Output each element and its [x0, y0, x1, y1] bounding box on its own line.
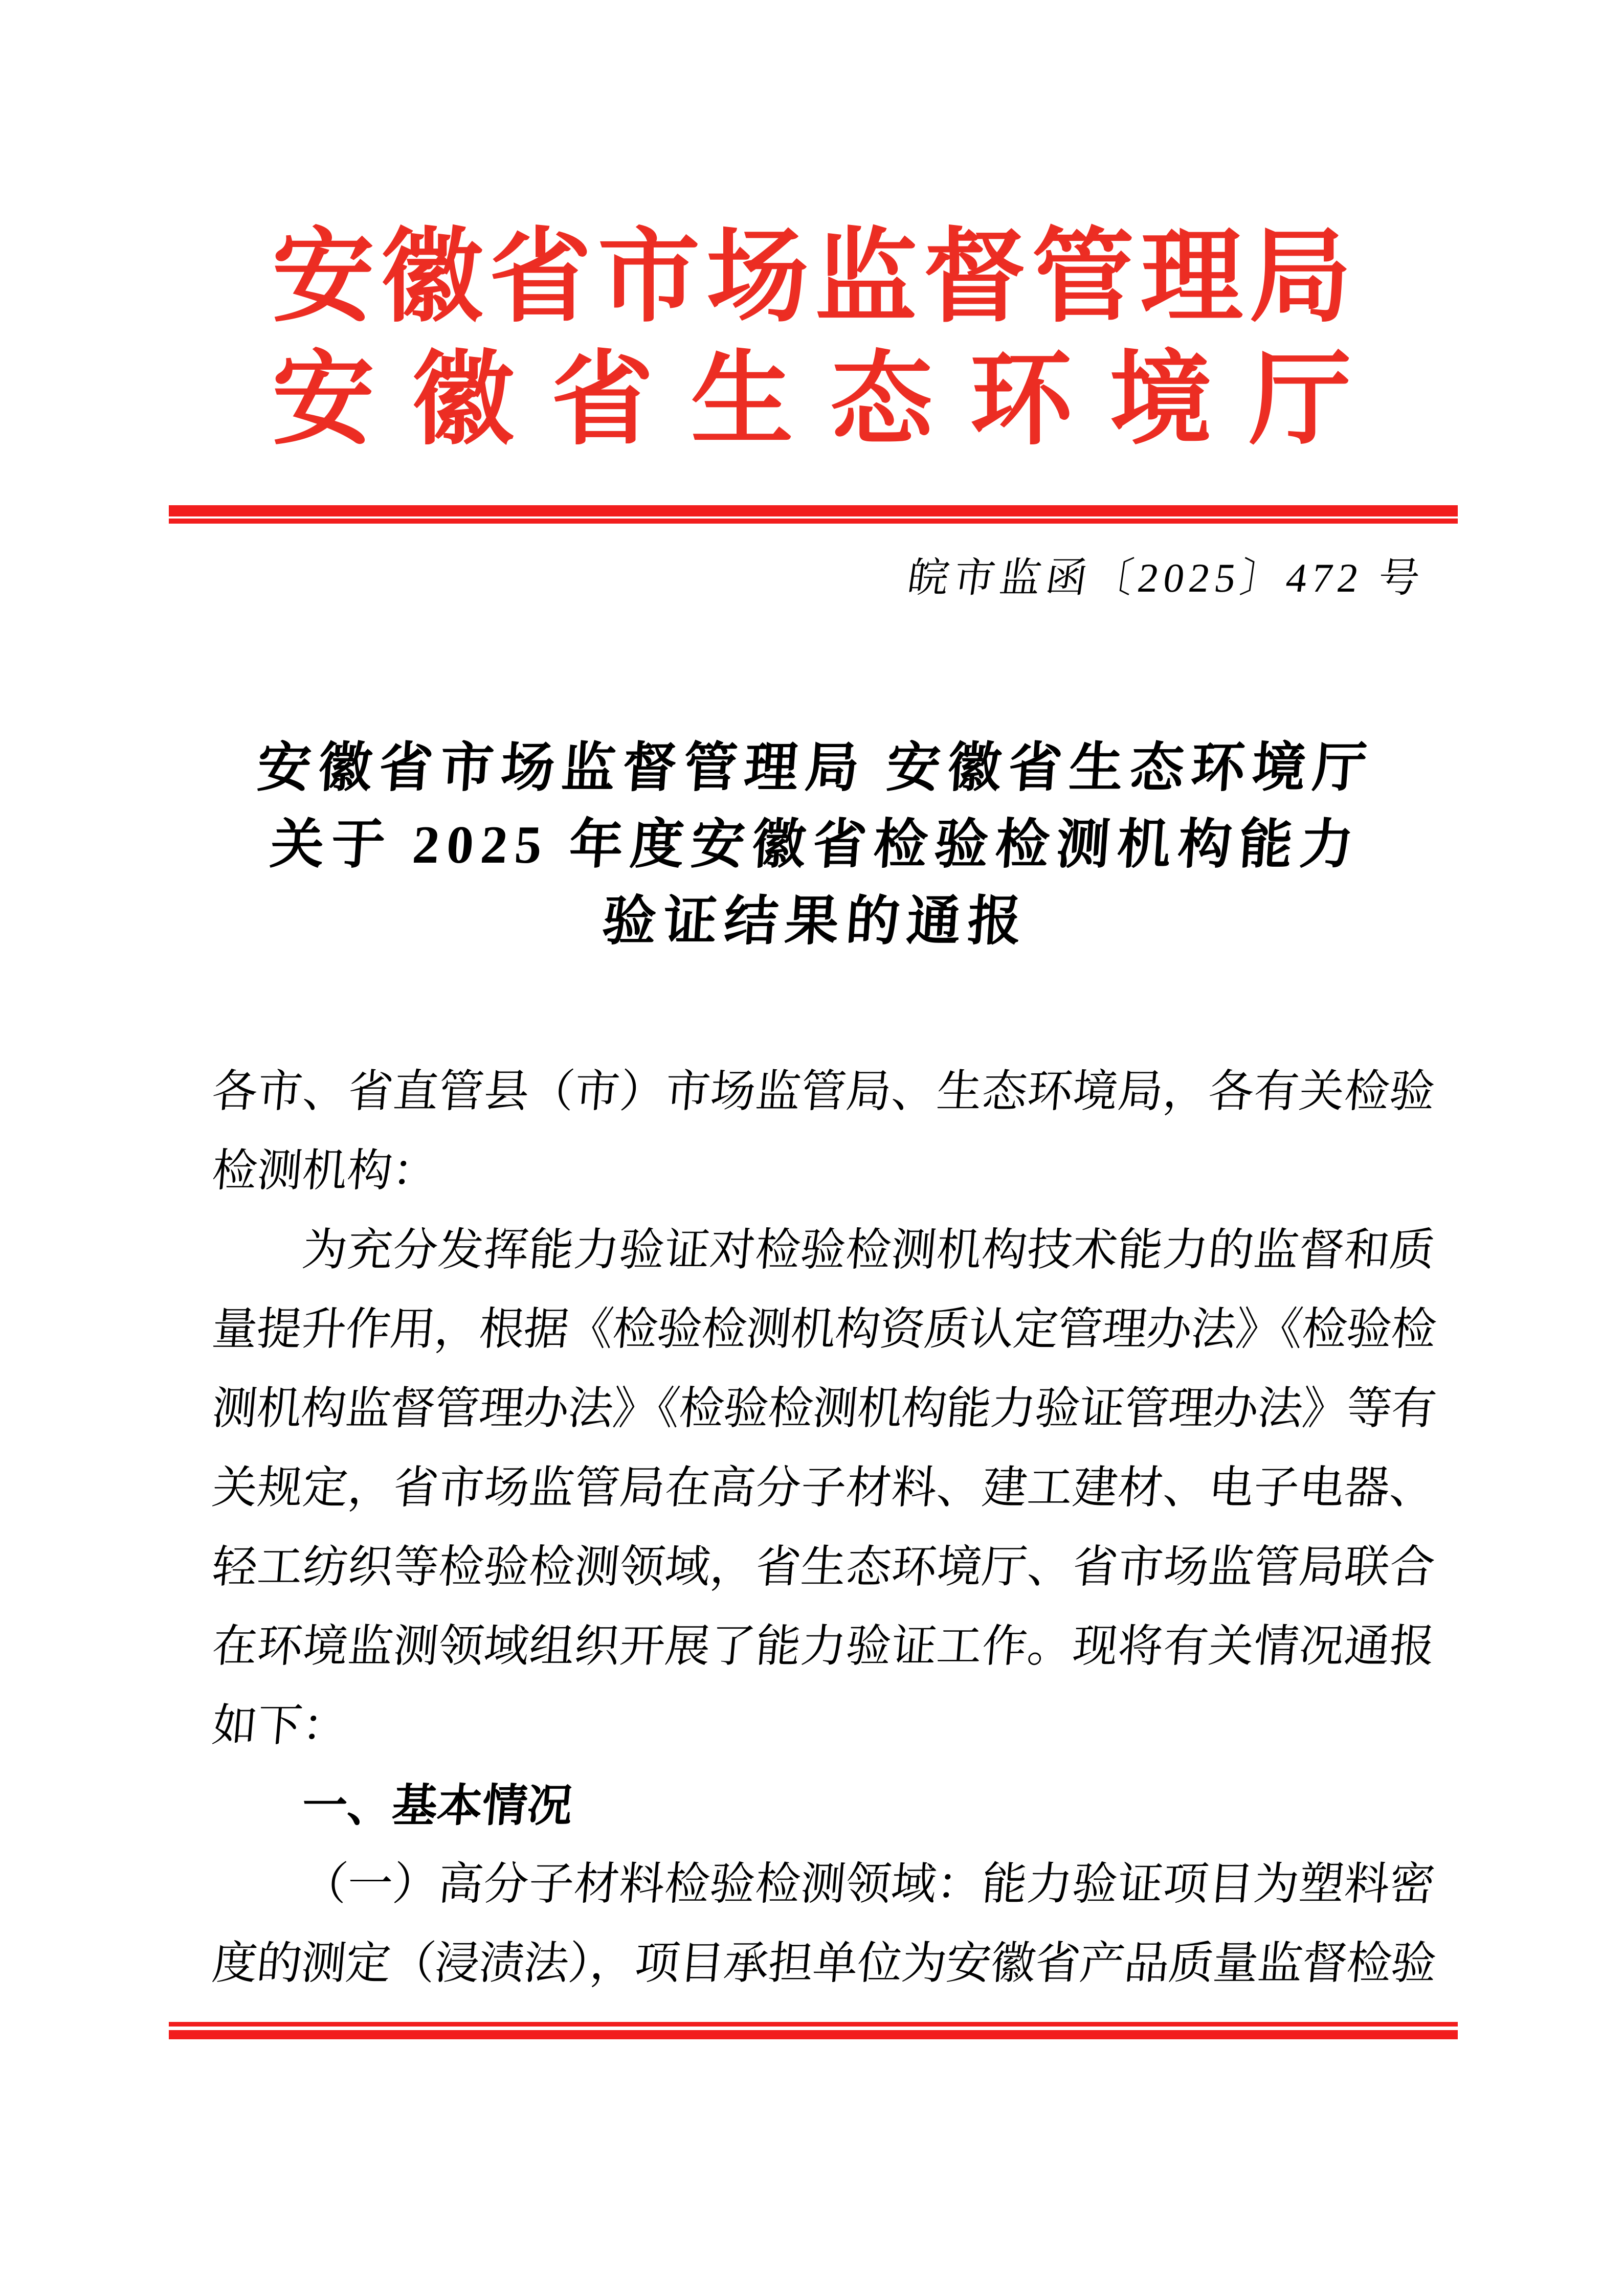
body-paragraph-line: 测机构监督管理办法》《检验检测机构能力验证管理办法》等有 — [210, 1384, 1437, 1434]
salutation-line-end: 检测机构： — [210, 1146, 440, 1196]
header-rule-thin — [169, 519, 1458, 524]
body-paragraph-line: 量提升作用，根据《检验检测机构资质认定管理办法》《检验检 — [210, 1305, 1437, 1355]
footer-rule-thick — [169, 2030, 1458, 2039]
subsection-line: （一）高分子材料检验检测领域：能力验证项目为塑料密 — [300, 1860, 1437, 1909]
title-line-3: 验证结果的通报 — [600, 891, 1031, 951]
body-paragraph-line: 为充分发挥能力验证对检验检测机构技术能力的监督和质 — [300, 1226, 1437, 1275]
document-title — [0, 730, 1624, 960]
body-paragraph-line: 在环境监测领域组织开展了能力验证工作。现将有关情况通报 — [210, 1622, 1437, 1672]
footer-rule-thin — [169, 2022, 1458, 2027]
agency-header — [272, 217, 1351, 462]
body-paragraph-line-end: 如下： — [210, 1701, 350, 1751]
title-line-1: 安徽省市场监督管理局 安徽省生态环境厅 — [255, 738, 1376, 798]
section-heading-basic-situation: 一、基本情况 — [300, 1780, 575, 1831]
subsection-line: 度的测定（浸渍法），项目承担单位为安徽省产品质量监督检验 — [210, 1939, 1437, 1989]
agency-name-line-2: 安徽省生态环境厅 — [272, 344, 1351, 457]
body-paragraph-line: 轻工纺织等检验检测领域，省生态环境厅、省市场监管局联合 — [210, 1543, 1437, 1592]
title-line-2: 关于 2025 年度安徽省检验检测机构能力 — [268, 815, 1363, 874]
header-rule-thick — [169, 505, 1458, 516]
document-body — [212, 1052, 1435, 2004]
agency-name-line-1: 安徽省市场监督管理局 — [272, 221, 1351, 334]
body-paragraph-line: 关规定，省市场监管局在高分子材料、建工建材、电子电器、 — [210, 1464, 1437, 1513]
document-number: 皖市监函〔2025〕472 号 — [904, 556, 1428, 601]
salutation-line: 各市、省直管县（市）市场监管局、生态环境局，各有关检验 — [210, 1067, 1437, 1117]
